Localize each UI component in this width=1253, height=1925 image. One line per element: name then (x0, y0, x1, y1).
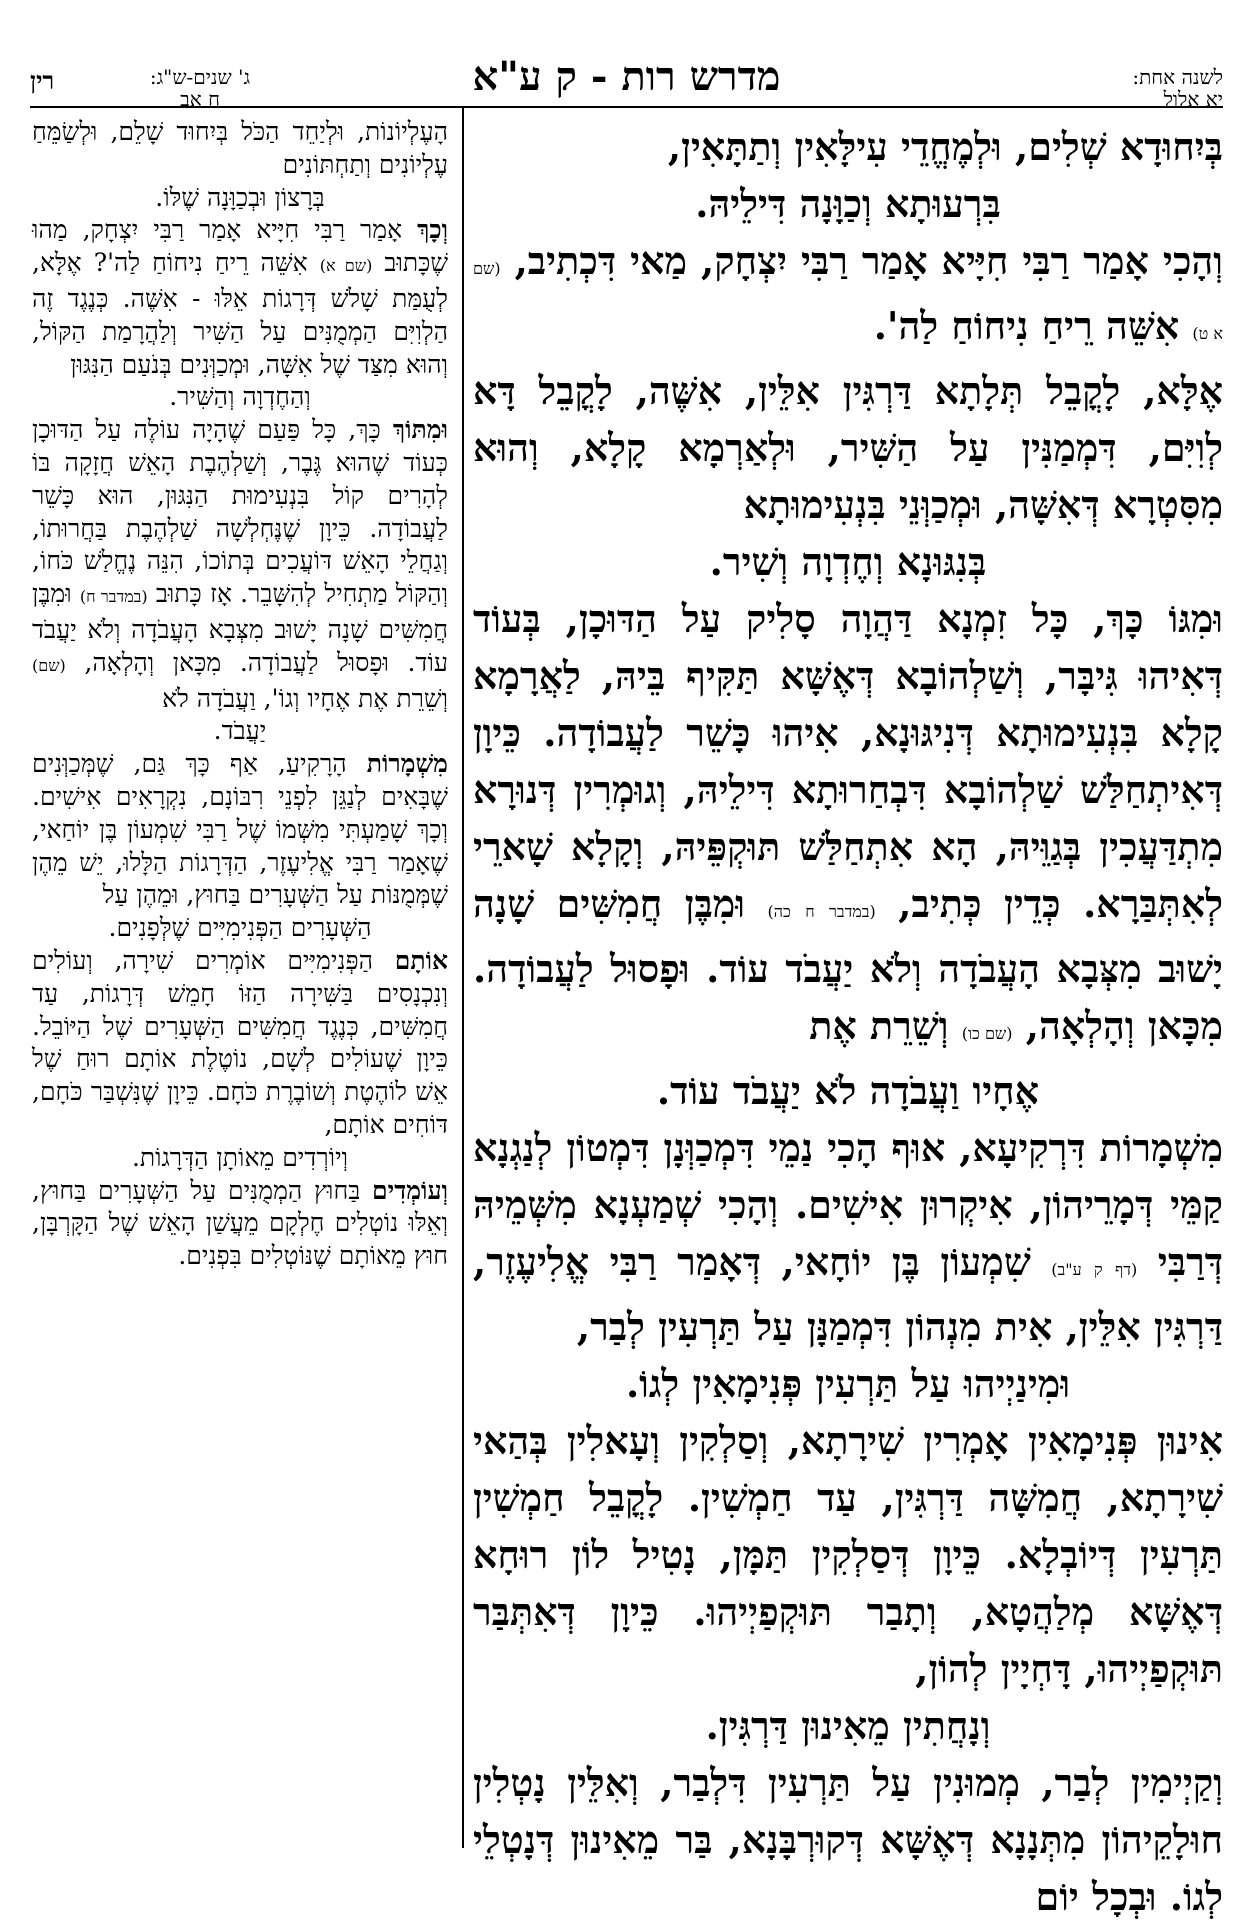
main-paragraph: וְקַיְימִין לְבַר, מְמוּנִין עַל תַּרְעִין דִּלְבַר, וְאִלֵּין נָטְלִין חוּלָקֵיהוֹן מִתְּנָנָא דְּאֶשָּׁא דְּקוּרְבָּנָא, בַּר מֵאִינוּן דְּנָטְלֵי לְגוֹ. וּבְכָל יוֹם (473, 1760, 1223, 1919)
main-paragraph-end: בְּנִגּוּנָא וְחֶדְוָה וְשִׁיר. (709, 539, 987, 584)
page-reference: (דף ק ע"ב) (1051, 1260, 1138, 1279)
opening-word: וּמִתּוֹךְ (392, 415, 448, 445)
side-paragraph: וְכָךְ אָמַר רַבִּי חִיָּיא אָמַר רַבִּי יִצְחָק, מַהוּ שֶׁכָּתוּב (שם א) אִשֵּׁה רֵיחַ נִיחוֹחַ לַה'? אֶלָּא, לְעֻמַּת שָׁלֹשׁ דְּרָגוֹת אֵלּוּ - אִשֶּׁה. כְּנֶגֶד זֶה הַלְוִיִּם הַמְמֻנִּים עַל הַשִּׁיר וְלַהֲרָמַת הַקּוֹל, וְהוּא מִצַּד שֶׁל אִשָּׁה, וּמְכַוְּנִים בְּנֹעַם הַנִּגּוּן (32, 215, 449, 379)
main-paragraph: בְּיִחוּדָא שְׁלִים, וּלְמֶחֱדֵי עִילָּאִין וְתַתָּאִין, (667, 124, 1223, 169)
page-number: רין (30, 66, 55, 95)
main-paragraph: וְהָכִי אָמַר רַבִּי חִיָּיא אָמַר רַבִּי יִצְחָק, מַאי דִּכְתִיב, (שם א ט) אִשֵּׁה רֵיחַ נִיחוֹחַ לַה'. (473, 238, 1223, 348)
main-paragraph: אֶלָּא, לָקֳבֵל תְּלָתָא דַּרְגִּין אִלֵּין, אִשֶּׁה, לָקֳבֵל דָּא לְוִיִּם, דִּמְמַנִּין עַל הַשִּׁיר, וּלְאַרְמָא קָלָא, וְהוּא מִסִּטְרָא דְּאִשָּׁה, וּמְכַוְּנֵי בִּנְעִימוּתָא (473, 368, 1223, 527)
header-divider (30, 106, 1223, 108)
opening-word: מִשְׁמָרוֹת (366, 749, 448, 779)
opening-word: אוֹתָם (394, 945, 449, 975)
page-header (30, 52, 1223, 110)
verse-reference: (שם) (32, 655, 66, 675)
translation-column (32, 116, 448, 1273)
opening-word: וְכָךְ (417, 215, 448, 245)
side-paragraph-end: הַשְּׁעָרִים הַפְּנִימִיִּים שֶׁלְּפָנִים. (108, 913, 372, 943)
side-paragraph: הָעֶלְיוֹנוֹת, וּלְיַחֵד הַכֹּל בְּיִחוּד שָׁלֵם, וּלְשַׂמֵּחַ עֶלְיוֹנִים וְתַחְתּוֹנִים (32, 117, 448, 179)
side-paragraph-end: וְהַחֶדְוָה וְהַשִּׁיר. (169, 382, 311, 412)
verse-reference: (שם א) (319, 256, 373, 276)
main-paragraph: אִינוּן פְּנִימָאִין אָמְרִין שִׁירָתָא, וְסַלְקִין וְעָאלִין בְּהַאי שִׁירָתָא, חֲמִשָּׁה דַּרְגִּין, עַד חַמְשִׁין. לָקֳבֵל חַמְשִׁין תַּרְעִין דְּיוֹבְלָא. כֵּיוָן דְּסַלְקִין תַּמָּן, נָטִיל לוֹן רוּחָא דְּאֶשָּׁא מְלַהֲטָא, וְתָבַר תּוּקְפַיְיהוּ. כֵּיוָן דְּאִתְּבַּר תּוּקְפַיְיהוּ, דָּחְיָין לְהוֹן, (473, 1418, 1223, 1691)
verse-reference: (במדבר ח כה) (767, 902, 876, 921)
verse-reference: (שם כו) (961, 1024, 1013, 1043)
header-schedule-one-year: לשנה אחת: (1132, 65, 1223, 89)
header-schedule-three-years: ג' שנים-ש"ג: (149, 65, 251, 89)
page-title: מדרש רות - ק ע"א (472, 53, 781, 100)
main-paragraph-end: וְנָחֲתִין מֵאִינוּן דַּרְגִּין. (705, 1703, 991, 1748)
main-paragraph: וּמִגּוֹ כָּךְ, כָּל זִמְנָא דַּהֲוָה סָלִיק עַל הַדּוּכָן, בְּעוֹד דְּאִיהוּ גִּיבָּר, וְשַׁלְהוֹבָא דְּאֶשָּׁא תַּקִּיף בֵּיהּ, לַאֲרָמָא קָלָא בִּנְעִימוּתָא דְּנִיגּוּנָא, אִיהוּ כָּשֵׁר לַעֲבוֹדָה. כֵּיוָן דְּאִיתְחַלַּשׁ שַׁלְהוֹבָא דִּבְחַרוּתָא דִּילֵיהּ, וְגוּמְרִין דְּנוּרָא מִתְדַּעֲכִין בְּגַוֵּיהּ, הָא אִתְחַלַּשׁ תּוּקְפֵּיהּ, וְקָלָא שָׁארֵי לְאִתְּבַּרָא. כְּדֵין כְּתִיב, (במדבר ח כה) וּמִבֶּן חֲמִשִּׁים שָׁנָה יָשׁוּב מִצְּבָא הָעֲבֹדָה וְלֹא יַעֲבֹד עוֹד. וּפָסוּל לַעֲבוֹדָה. מִכָּאן וְהָלְאָה, (שם כו) וְשֵׁרֵת אֶת (473, 596, 1224, 1048)
main-paragraph: מִשְׁמָרוֹת דִּרְקִיעָא, אוּף הָכִי נַמֵי דִּמְכַוְּנָן דִּמְטוֹן לְנַגְנָא קַמֵּי דְּמָרֵיהוֹן, אִיקְרוּן אִישִׁים. וְהָכִי שְׁמַעְנָא מִשְּׁמֵיהּ דְּרַבִּי (דף ק ע"ב) שִׁמְעוֹן בֶּן יוֹחָאי, דְּאָמַר רַבִּי אֱלִיעֶזֶר, דַּרְגִּין אִלֵּין, אִית מִנְהוֹן דִּמְמַנָּן עַל תַּרְעִין לְבַר, (473, 1125, 1224, 1349)
side-paragraph: וְעוֹמְדִים בַּחוּץ הַמְמֻנִּים עַל הַשְּׁעָרִים בַּחוּץ, וְאֵלּוּ נוֹטְלִים חֶלְקָם מֵעֲשַׁן הָאֵשׁ שֶׁל הַקָּרְבָּן, חוּץ מֵאוֹתָם שֶׁנּוֹטְלִים בִּפְנִים. (32, 1175, 448, 1271)
main-column (473, 118, 1223, 1925)
side-paragraph: וּמִתּוֹךְ כָּךְ, כָּל פַּעַם שֶׁהָיָה עוֹלֶה עַל הַדּוּכָן כְּעוֹד שֶׁהוּא גֶּבֶר, וְשַׁלְהֶבֶת הָאֵשׁ חֲזָקָה בּוֹ לְהָרִים קוֹל בִּנְעִימוּת הַנִּגּוּן, הוּא כָּשֵׁר לַעֲבוֹדָה. כֵּיוָן שֶׁנֶּחְלְשָׁה שַׁלְהֶבֶת בַּחֲרוּתוֹ, וְגַחֲלֵי הָאֵשׁ דּוֹעֲכִים בְּתוֹכוֹ, הִנֵּה נֶחֱלַשׁ כֹּחוֹ, וְהַקּוֹל מַתְחִיל לְהִשָּׁבֵר. אָז כָּתוּב (במדבר ח) וּמִבֶּן חֲמִשִּׁים שָׁנָה יָשׁוּב מִצְּבָא הָעֲבֹדָה וְלֹא יַעֲבֹד עוֹד. וּפָסוּל לַעֲבוֹדָה. מִכָּאן וְהָלְאָה, (שם) וְשֵׁרֵת אֶת אֶחָיו וְגוֹ', וַעֲבֹדָה לֹא (32, 415, 449, 713)
main-paragraph-end: בִּרְעוּתָא וְכַוָּנָה דִּילֵיהּ. (695, 181, 1001, 226)
side-paragraph: מִשְׁמָרוֹת הָרָקִיעַ, אַף כָּךְ גַּם, שֶׁמְּכַוְּנִים שֶׁבָּאִים לְנַגֵּן לִפְנֵי רִבּוֹנָם, נִקְרָאִים אִישִׁים. וְכָךְ שָׁמַעְתִּי מִשְּׁמוֹ שֶׁל רַבִּי שִׁמְעוֹן בֶּן יוֹחַאי, שֶׁאָמַר רַבִּי אֱלִיעֶזֶר, הַדְּרָגוֹת הַלָּלוּ, יֵשׁ מֵהֶן שֶׁמְּמֻנּוֹת עַל הַשְּׁעָרִים בַּחוּץ, וּמֵהֶן עַל (32, 749, 448, 910)
side-paragraph-end: בְּרָצוֹן וּבְכַוָּנָה שֶׁלּוֹ. (155, 182, 325, 212)
header-date-one-year: יא אלול (1163, 87, 1223, 111)
verse-reference: (במדבר ח) (79, 587, 148, 607)
column-divider (462, 108, 464, 1848)
header-left (90, 66, 310, 110)
verse-reference: (שם א ט) (473, 259, 1223, 343)
main-paragraph-end: וּמִינַיְיהוּ עַל תַּרְעִין פְּנִימָאִין לְגוֹ. (625, 1361, 1071, 1406)
side-paragraph-end: וְיוֹרְדִים מֵאוֹתָן הַדְּרָגוֹת. (131, 1142, 349, 1172)
side-paragraph: אוֹתָם הַפְּנִימִיִּים אוֹמְרִים שִׁירָה, וְעוֹלִים וְנִכְנָסִים בַּשִּׁירָה הַזּוֹ חָמֵשׁ דְּרָגוֹת, עַד חֲמִשִּׁים, כְּנֶגֶד חֲמִשִּׁים הַשְּׁעָרִים שֶׁל הַיּוֹבֵל. כֵּיוָן שֶׁעוֹלִים לְשָׁם, נוֹטֶלֶת אוֹתָם רוּחַ שֶׁל אֵשׁ לוֹהֶטֶת וְשׁוֹבֶרֶת כֹּחָם. כֵּיוָן שֶׁנִּשְׁבַּר כֹּחָם, דּוֹחִים אוֹתָם, (32, 945, 449, 1139)
header-date-three-years: ח אב (180, 87, 220, 111)
opening-word: וְעוֹמְדִים (372, 1175, 448, 1205)
side-paragraph-end: יַעֲבֹד. (213, 716, 267, 746)
main-paragraph-end: אֶחָיו וַעֲבֹדָה לֹא יַעֲבֹד עוֹד. (656, 1068, 1040, 1113)
